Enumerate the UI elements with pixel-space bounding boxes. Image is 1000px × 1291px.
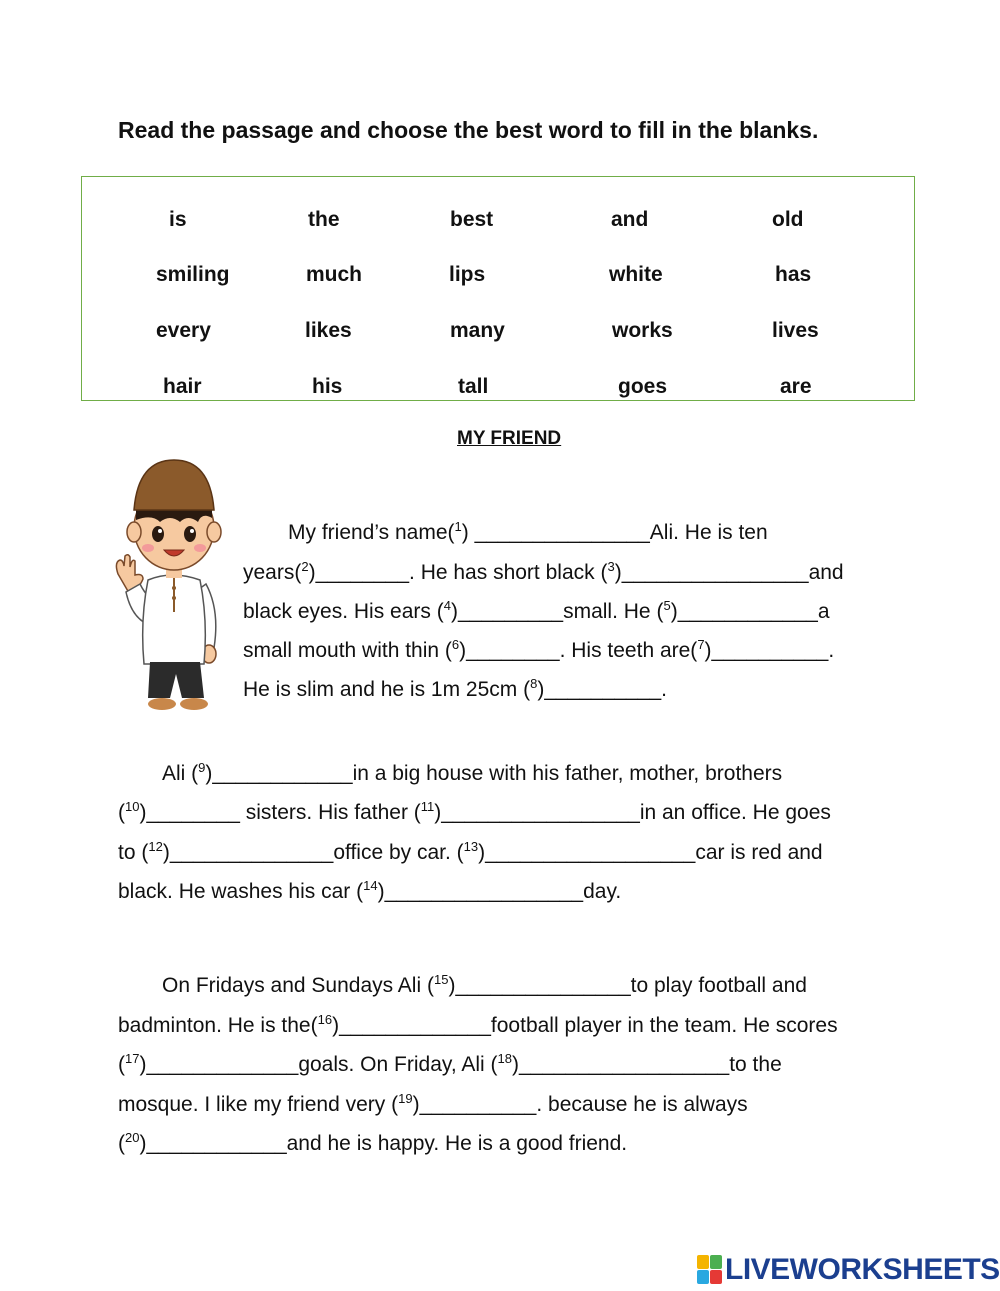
passage-line <box>243 559 844 584</box>
answer-blank[interactable]: ________ <box>466 639 560 662</box>
passage-line <box>243 676 667 701</box>
text-segment: to ( <box>118 841 149 864</box>
blank-number: 20 <box>125 1130 140 1145</box>
passage-line <box>118 799 831 824</box>
text-segment: black eyes. His ears ( <box>243 600 444 623</box>
text-segment: ) <box>670 600 678 623</box>
text-segment: ) <box>139 1132 147 1155</box>
text-segment: a <box>817 600 830 623</box>
blank-number: 5 <box>663 598 671 613</box>
text-segment: ) <box>478 841 486 864</box>
blank-number: 19 <box>398 1091 413 1106</box>
text-segment: ) <box>412 1093 420 1116</box>
text-segment: ) <box>537 678 545 701</box>
text-segment: ) <box>614 561 622 584</box>
answer-blank[interactable]: _____________ <box>146 1053 299 1076</box>
text-segment: football player in the team. He scores <box>490 1014 838 1037</box>
blank-number: 9 <box>198 760 206 775</box>
passage-line <box>118 1012 838 1037</box>
word-bank-item: smiling <box>156 263 230 286</box>
answer-blank[interactable]: ________ <box>146 801 240 824</box>
text-segment: ) <box>332 1014 340 1037</box>
text-segment: badminton. He is the( <box>118 1014 318 1037</box>
text-segment: day. <box>583 880 622 903</box>
text-segment: ) <box>450 600 458 623</box>
text-segment: ( <box>118 1132 125 1155</box>
word-bank-item: white <box>609 263 663 286</box>
word-bank-item: likes <box>305 319 352 342</box>
text-segment: ) <box>704 639 712 662</box>
word-bank-item: every <box>156 319 211 342</box>
text-segment: Ali ( <box>162 762 199 785</box>
text-segment: car is red and <box>695 841 823 864</box>
blank-number: 11 <box>420 799 435 814</box>
answer-blank[interactable]: ____________ <box>677 600 818 623</box>
word-bank-item: lives <box>772 319 819 342</box>
passage-line <box>118 1130 628 1155</box>
answer-blank[interactable]: __________________ <box>485 841 696 864</box>
boy-illustration <box>110 452 232 714</box>
answer-blank[interactable]: __________________ <box>518 1053 730 1076</box>
answer-blank[interactable]: ________ <box>315 561 410 584</box>
answer-blank[interactable]: __________ <box>419 1093 537 1116</box>
text-segment: ) <box>377 880 385 903</box>
text-segment: to the <box>729 1053 782 1076</box>
word-bank-item: many <box>450 319 505 342</box>
blank-number: 18 <box>497 1051 512 1066</box>
text-segment: small. He ( <box>563 600 664 623</box>
text-segment: ( <box>118 1053 125 1076</box>
answer-blank[interactable]: _______________ <box>455 974 631 997</box>
text-segment: . His teeth are( <box>559 639 698 662</box>
answer-blank[interactable]: _______________ <box>474 521 650 544</box>
word-bank-item: much <box>306 263 363 286</box>
text-segment: ) <box>448 974 456 997</box>
text-segment: On Fridays and Sundays Ali ( <box>162 974 434 997</box>
answer-blank[interactable]: __________ <box>711 639 829 662</box>
text-segment: . <box>661 678 667 701</box>
blank-number: 1 <box>454 519 462 534</box>
answer-blank[interactable]: ____________ <box>212 762 353 785</box>
word-bank-item: old <box>772 208 804 231</box>
answer-blank[interactable]: ________________ <box>621 561 809 584</box>
instruction-heading: Read the passage and choose the best word to fill in the blanks. <box>118 117 819 143</box>
brand-name[interactable]: LIVEWORKSHEETS <box>725 1253 1000 1286</box>
blank-number: 15 <box>433 972 449 987</box>
blank-number: 7 <box>697 637 705 652</box>
text-segment: He is slim and he is 1m 25cm ( <box>243 678 531 701</box>
text-segment: sisters. His father ( <box>239 801 421 824</box>
word-bank-item: is <box>169 208 187 231</box>
text-segment: black. He washes his car ( <box>118 880 364 903</box>
answer-blank[interactable]: _________________ <box>384 880 584 903</box>
text-segment: ( <box>118 801 125 824</box>
passage-line <box>288 519 768 544</box>
text-segment: and he is happy. He is a good friend. <box>286 1132 628 1155</box>
text-segment: ) <box>139 1053 147 1076</box>
liveworksheets-logo-icon <box>697 1255 723 1285</box>
passage-line <box>162 760 783 785</box>
word-bank-box <box>81 176 915 401</box>
blank-number: 12 <box>148 839 163 854</box>
text-segment: and <box>808 561 844 584</box>
answer-blank[interactable]: ____________ <box>146 1132 287 1155</box>
blank-number: 3 <box>607 559 615 574</box>
passage-line <box>243 598 830 623</box>
blank-number: 4 <box>443 598 451 613</box>
text-segment: Ali. He is ten <box>649 521 768 544</box>
word-bank-item: his <box>312 375 343 398</box>
text-segment: in an office. He goes <box>639 801 831 824</box>
word-bank-item: has <box>775 263 812 286</box>
passage-line <box>243 637 835 662</box>
blank-number: 8 <box>530 676 538 691</box>
text-segment: . He has short black ( <box>409 561 608 584</box>
passage-line <box>162 972 807 997</box>
text-segment: in a big house with his father, mother, brothers <box>352 762 783 785</box>
blank-number: 17 <box>125 1051 140 1066</box>
blank-number: 16 <box>317 1012 333 1027</box>
answer-blank[interactable]: _____________ <box>339 1014 491 1037</box>
text-segment: mosque. I like my friend very ( <box>118 1093 399 1116</box>
word-bank-item: tall <box>458 375 489 398</box>
word-bank-item: lips <box>449 263 486 286</box>
text-segment: My friend’s name( <box>288 521 455 544</box>
text-segment: goals. On Friday, Ali ( <box>298 1053 498 1076</box>
answer-blank[interactable]: _________ <box>457 600 564 623</box>
blank-number: 13 <box>463 839 479 854</box>
blank-number: 10 <box>125 799 140 814</box>
text-segment: ) <box>511 1053 519 1076</box>
answer-blank[interactable]: __________ <box>544 678 662 701</box>
word-bank-item: are <box>780 375 812 398</box>
word-bank-item: hair <box>163 375 202 398</box>
word-bank-item: and <box>611 208 649 231</box>
blank-number: 2 <box>301 559 309 574</box>
text-segment: years( <box>243 561 302 584</box>
text-segment: ) <box>205 762 213 785</box>
text-segment: office by car. ( <box>333 841 464 864</box>
text-segment: to play football and <box>630 974 807 997</box>
text-segment: ) <box>162 841 170 864</box>
text-segment: small mouth with thin ( <box>243 639 452 662</box>
text-segment: ) <box>459 639 467 662</box>
passage-line <box>118 839 823 864</box>
text-segment: . <box>828 639 835 662</box>
text-segment: ) <box>308 561 316 584</box>
word-bank-item: the <box>308 208 340 231</box>
blank-number: 6 <box>451 637 460 652</box>
text-segment: ) <box>434 801 442 824</box>
word-bank-item: best <box>450 208 494 231</box>
answer-blank[interactable]: _________________ <box>441 801 640 824</box>
blank-number: 14 <box>363 878 378 893</box>
word-bank-item: goes <box>618 375 668 398</box>
passage-line <box>118 1051 782 1076</box>
text-segment: ) <box>461 521 475 544</box>
passage-line <box>118 1091 748 1116</box>
word-bank-item: works <box>612 319 673 342</box>
answer-blank[interactable]: ______________ <box>169 841 334 864</box>
passage-title: MY FRIEND <box>457 428 562 449</box>
text-segment: ) <box>139 801 147 824</box>
text-segment: . because he is always <box>536 1093 748 1116</box>
passage-line <box>118 878 622 903</box>
